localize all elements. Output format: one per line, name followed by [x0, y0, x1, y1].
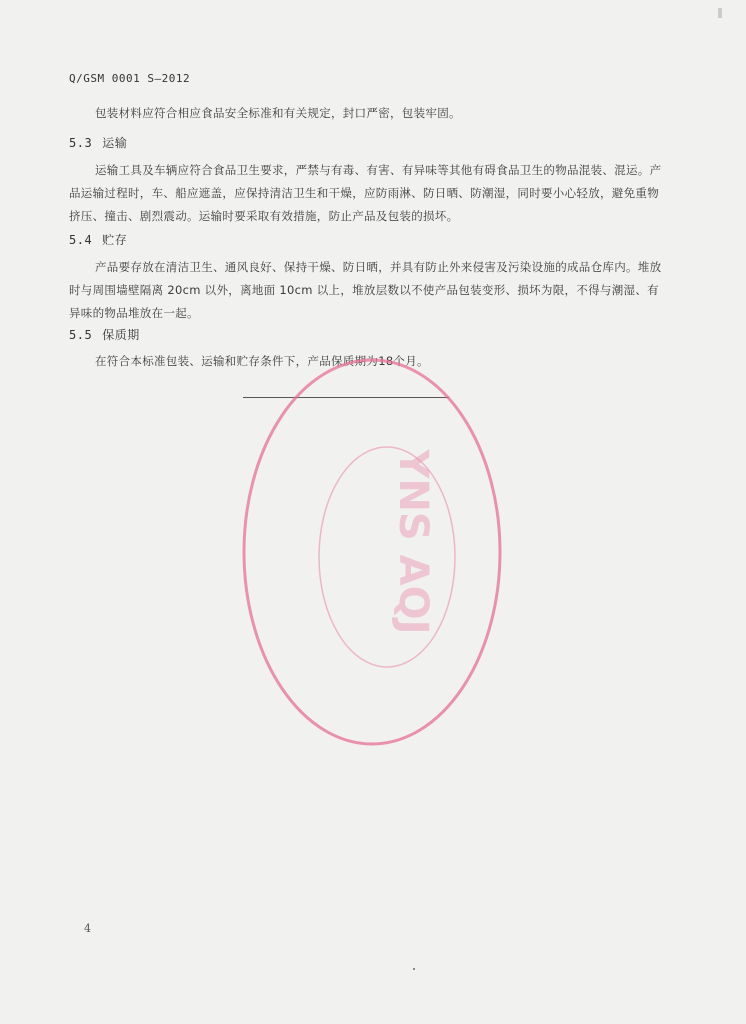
- section-title: 贮存: [102, 233, 128, 247]
- scan-dot: [413, 968, 415, 970]
- packaging-paragraph: 包装材料应符合相应食品安全标准和有关规定，封口严密，包装牢固。: [95, 106, 461, 120]
- page-number: 4: [84, 922, 91, 935]
- transport-paragraph: 运输工具及车辆应符合食品卫生要求，严禁与有毒、有害、有异味等其他有碍食品卫生的物品混装、混运。产品运输过程时，车、船应遮盖，应保持清洁卫生和干燥，应防雨淋、防日晒、防潮湿，同时要小心轻放，避免重物挤压、撞击、剧烈震动。运输时要采取有效措施，防止产品及包装的损坏。: [69, 163, 662, 223]
- storage-paragraph: 产品要存放在清洁卫生、通风良好、保持干燥、防日晒，并具有防止外来侵害及污染设施的成品仓库内。堆放时与周围墙壁隔离 20cm 以外，离地面 10cm 以上，堆放层数以不使产品包装变形、损坏为限，不得与潮湿、有异味的物品堆放在一起。: [69, 260, 662, 320]
- section-heading-5-4: [69, 231, 127, 248]
- seal-outer-ring: [244, 360, 500, 744]
- official-seal-stamp: [232, 352, 512, 752]
- section-number: 5.3: [69, 136, 93, 150]
- scan-mark: [718, 8, 722, 18]
- shelf-life-paragraph: 在符合本标准包装、运输和贮存条件下，产品保质期为18个月。: [95, 354, 429, 368]
- section-heading-5-5: [69, 326, 140, 343]
- section-title: 保质期: [102, 328, 140, 342]
- seal-text: YNS AQJ: [390, 449, 436, 635]
- section-title: 运输: [102, 136, 128, 150]
- standard-code-header: Q/GSM 0001 S—2012: [69, 72, 191, 85]
- section-heading-5-3: [69, 134, 127, 151]
- section-number: 5.4: [69, 233, 93, 247]
- section-number: 5.5: [69, 328, 93, 342]
